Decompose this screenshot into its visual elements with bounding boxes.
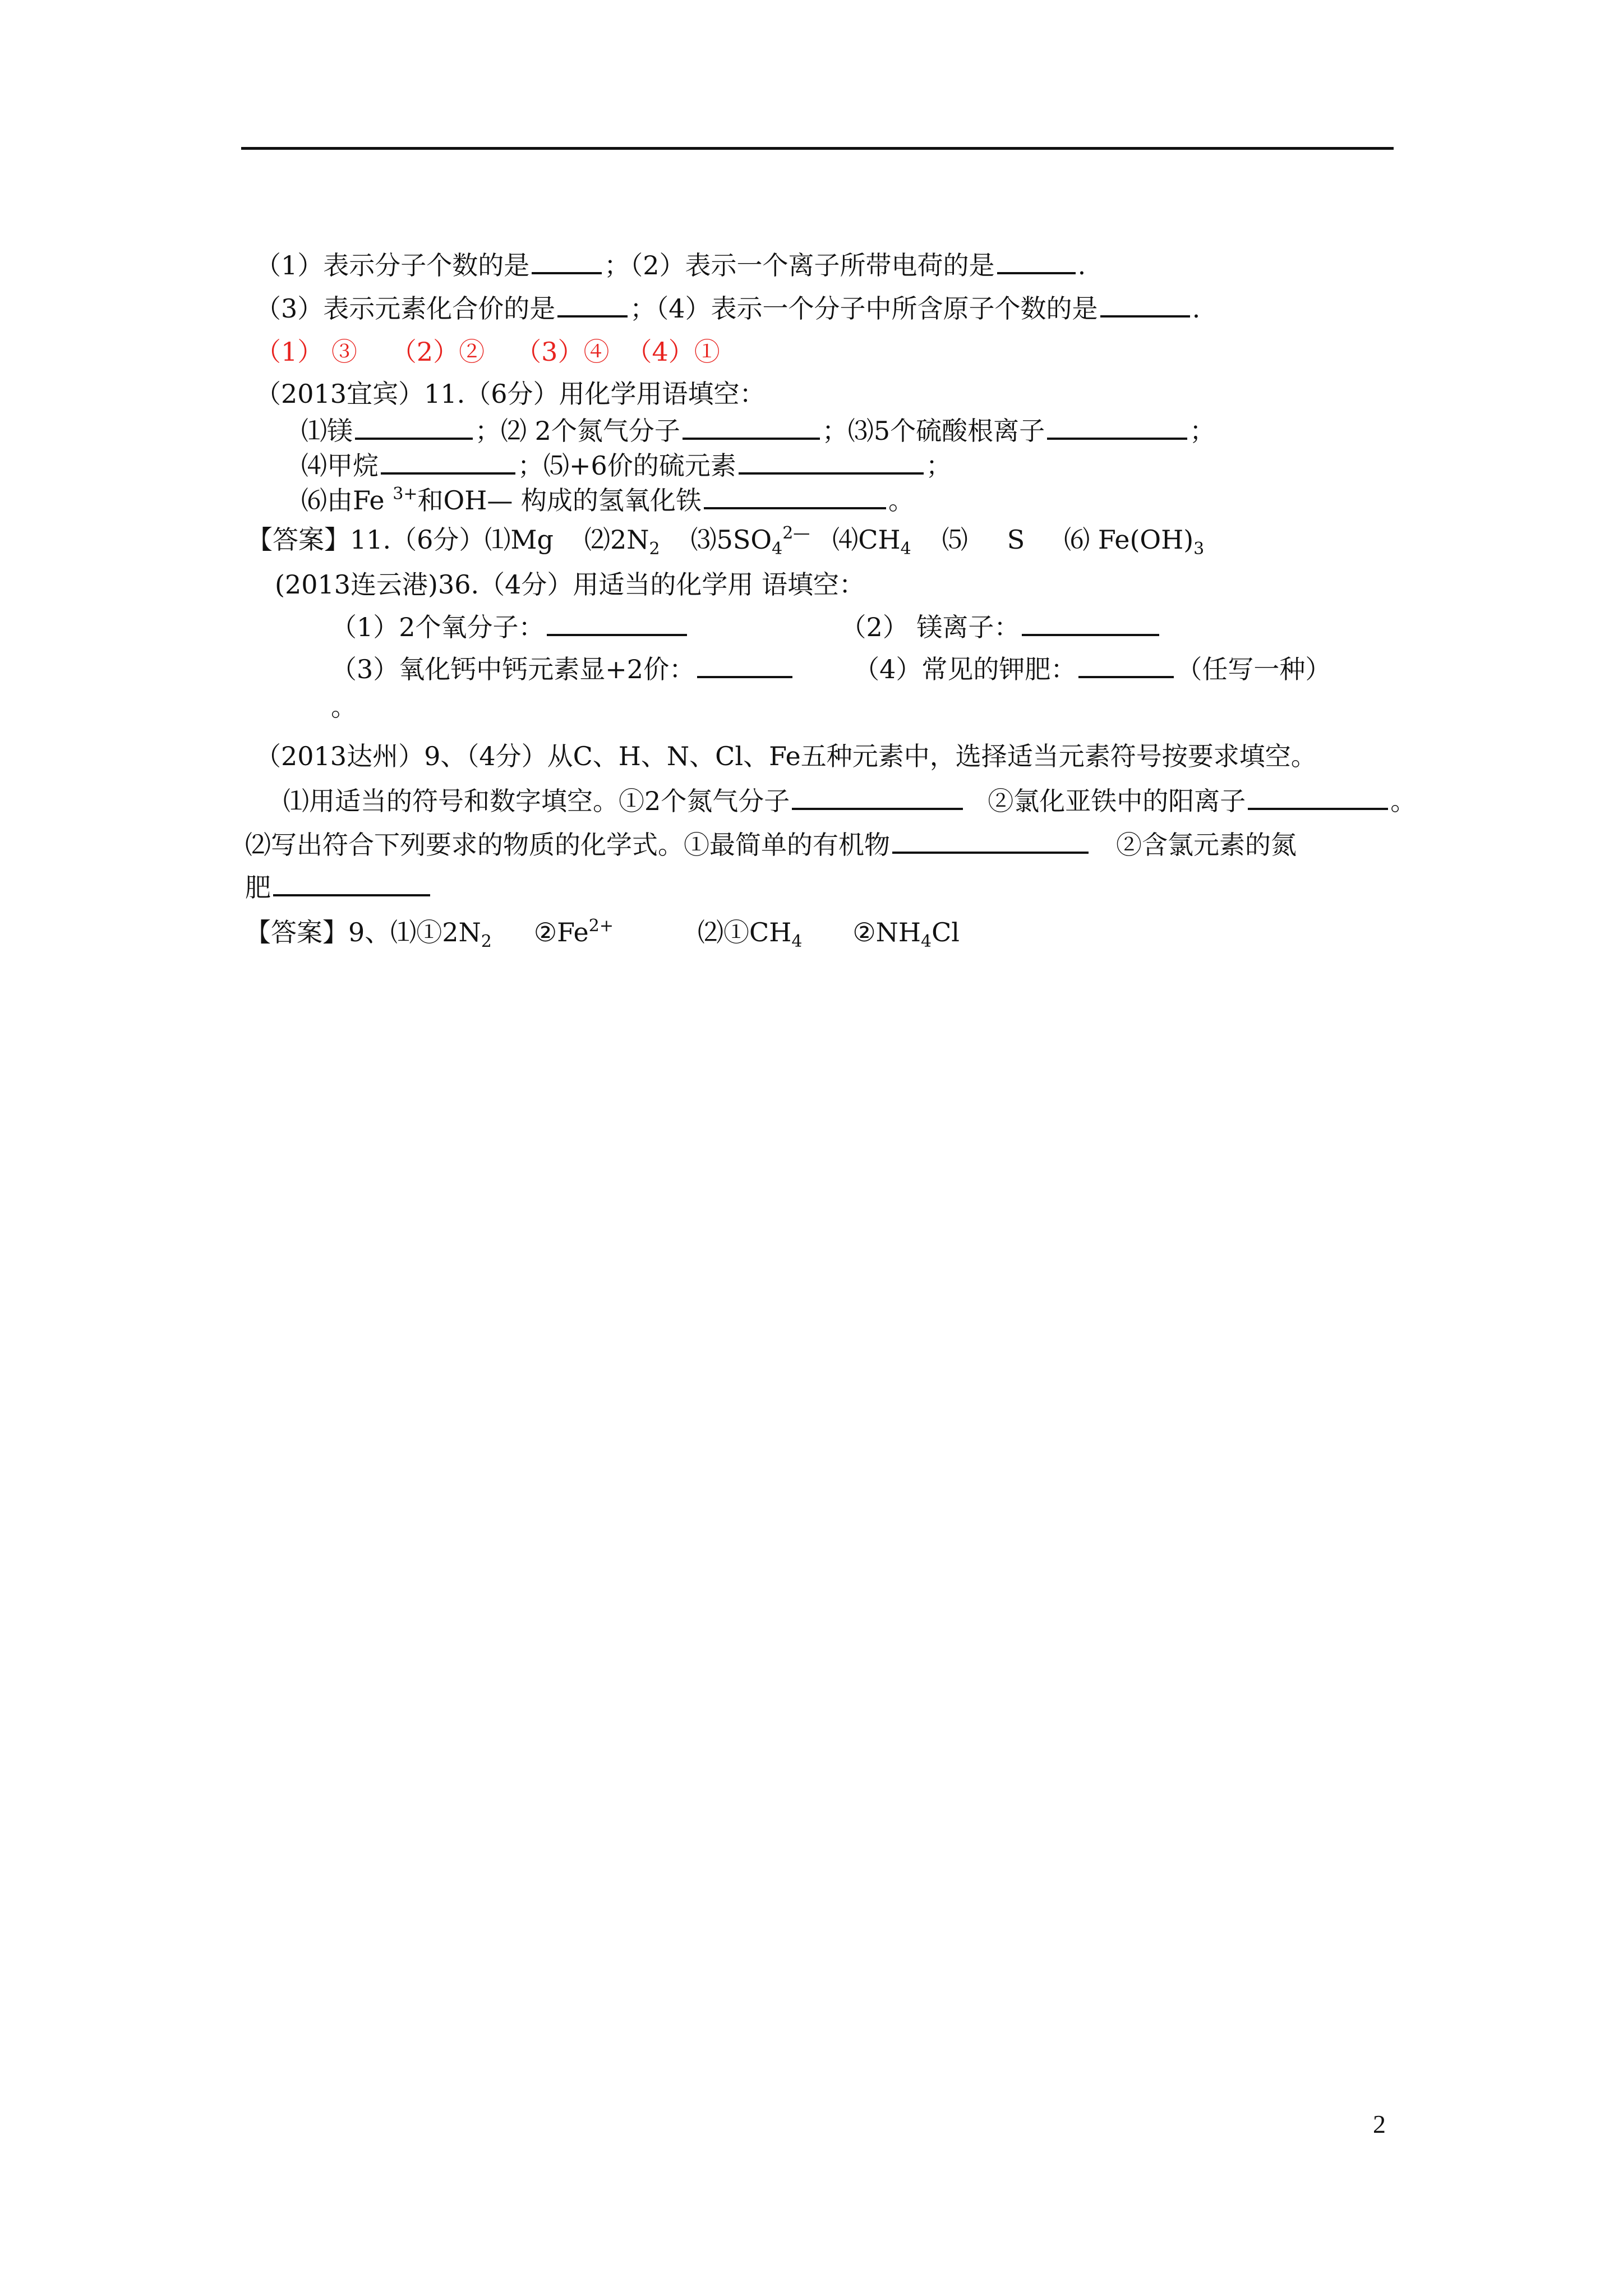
- answer-line: 【答案】9、$⑴①2N_2$ $②Fe^{2+}$ $⑵①CH_4$ $②NH_4Cl$: [245, 916, 960, 951]
- question-line: （3）氧化钙中钙元素显+2价： （4）常见的钾肥： （任写一种）: [331, 654, 1331, 684]
- answer-blank[interactable]: [1022, 611, 1159, 636]
- question-line: （1）2个氧分子： （2） 镁离子：: [331, 610, 1161, 644]
- header-rule: [241, 147, 1394, 150]
- question-line: ⑴用适当的符号和数字填空。①2个氮气分子 ②氯化亚铁中的阳离子 。: [283, 786, 1417, 816]
- answer-blank[interactable]: [697, 654, 792, 678]
- answer-line: 【答案】11.（6分）⑴Mg $⑵2N_2$ $⑶5SO_4^{2—}$ $⑷CH_4$ ⑸ S ⑹ $Fe(OH)_3$: [247, 523, 1205, 559]
- question-line: （3）表示元素化合价的是 ；（4）表示一个分子中所含原子个数的是 .: [255, 293, 1201, 324]
- question-line: ⑹由Fe $^{3+}$和OH— 构成的氢氧化铁 。: [301, 484, 914, 516]
- question-line: 肥: [245, 871, 432, 904]
- page-number: 2: [1373, 2110, 1386, 2138]
- answer-blank[interactable]: [381, 450, 515, 475]
- answer-blank[interactable]: [557, 293, 628, 318]
- answer-blank[interactable]: [739, 450, 924, 475]
- answer-blank[interactable]: [892, 829, 1089, 854]
- question-line: 。: [331, 692, 357, 722]
- answer-line: （1） ③ （2）② （3）④ （4）①: [255, 337, 720, 367]
- answer-blank[interactable]: [547, 611, 687, 636]
- answer-blank[interactable]: [704, 485, 886, 509]
- answer-blank[interactable]: [997, 250, 1076, 274]
- question-header: (2013连云港)36.（4分）用适当的化学用 语填空：: [275, 569, 865, 600]
- answer-blank[interactable]: [273, 872, 430, 896]
- answer-blank[interactable]: [1248, 785, 1388, 810]
- answer-blank[interactable]: [792, 785, 963, 810]
- answer-blank[interactable]: [1078, 654, 1174, 678]
- answer-blank[interactable]: [683, 415, 820, 440]
- question-header: （2013宜宾）11.（6分）用化学用语填空：: [255, 379, 766, 409]
- question-line: ⑷甲烷 ；⑸+6价的硫元素 ；: [301, 450, 952, 481]
- question-line: ⑴镁 ；⑵ 2个氮气分子 ；⑶5个硫酸根离子 ；: [301, 416, 1216, 446]
- question-header: （2013达州）9、（4分）从C、H、N、Cl、Fe五种元素中，选择适当元素符号按要求填空。: [255, 741, 1317, 771]
- answer-blank[interactable]: [355, 415, 473, 440]
- question-line: ⑵写出符合下列要求的物质的化学式。①最简单的有机物 ②含氯元素的氮: [245, 830, 1297, 860]
- answer-blank[interactable]: [1047, 415, 1187, 440]
- question-line: （1）表示分子个数的是 ；（2）表示一个离子所带电荷的是 .: [255, 250, 1086, 280]
- answer-blank[interactable]: [1100, 293, 1190, 318]
- answer-blank[interactable]: [532, 250, 602, 274]
